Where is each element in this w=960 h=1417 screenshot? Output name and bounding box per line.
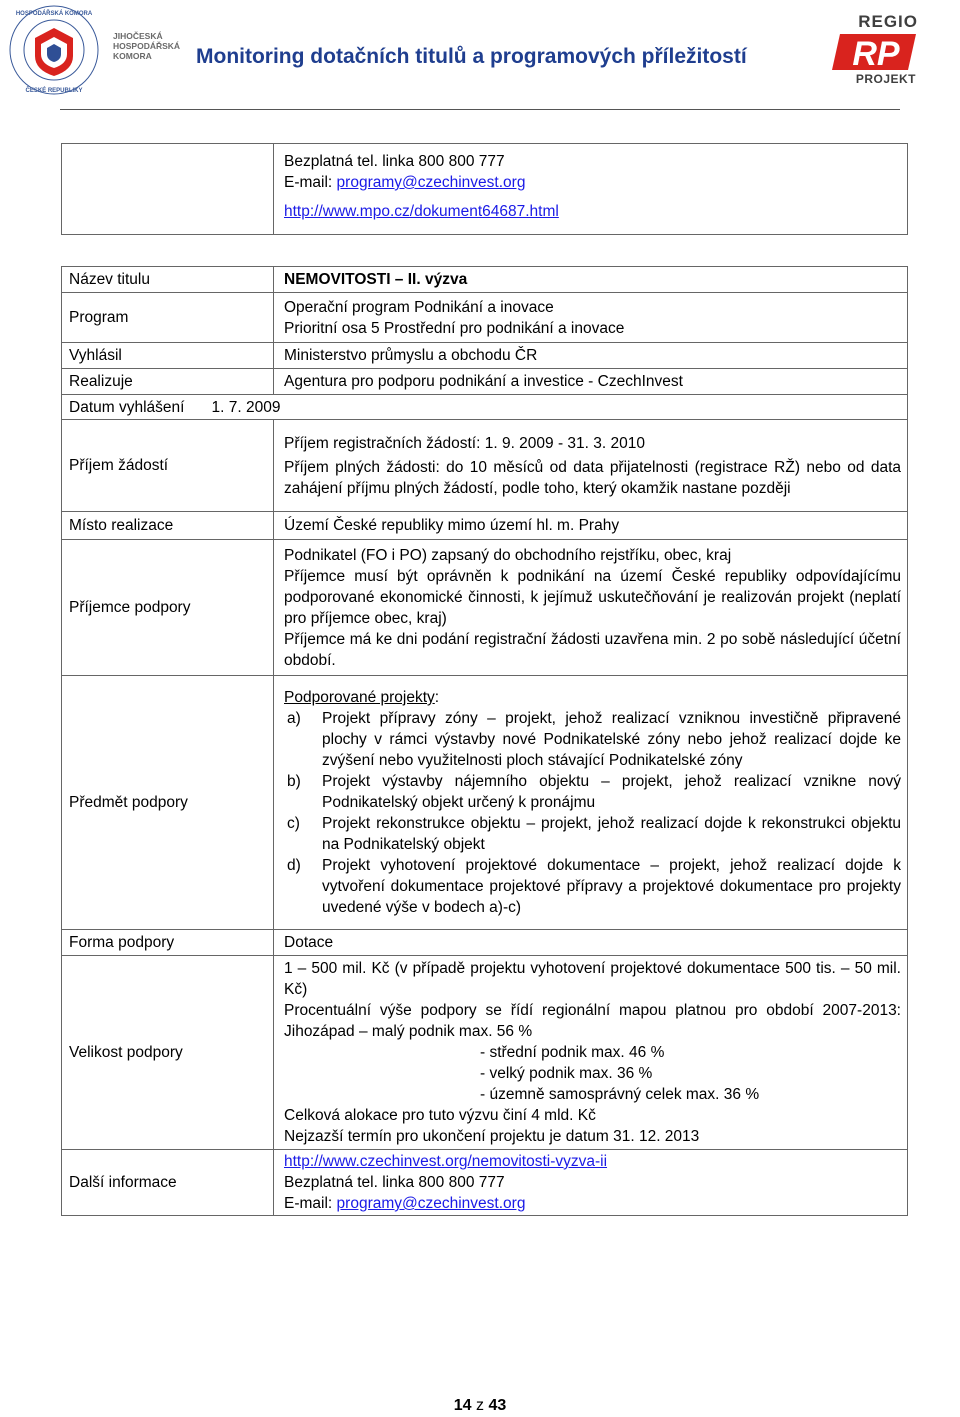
- predmet-list: [284, 708, 901, 918]
- predmet-heading-colon: :: [434, 689, 440, 706]
- prijemce-line-2: Příjemce musí být oprávněn k podnikání na území České republiky odpovídajícímu podporované ekonomické činnosti, k jejímuž uskutečňování je realizován projekt (neplatí pro příjemce obec, kraj): [284, 567, 901, 627]
- velikost-alokace: Celková alokace pro tuto výzvu činí 4 mld. Kč: [284, 1107, 596, 1124]
- page-number: [0, 1397, 960, 1415]
- table-row: [62, 293, 908, 343]
- value-realizuje: Agentura pro podporu podnikání a investice - CzechInvest: [274, 369, 908, 395]
- logo-regio-text: REGIO: [858, 12, 918, 31]
- table-row: [62, 267, 908, 293]
- value-velikost: [274, 956, 908, 1150]
- czechinvest-url-link[interactable]: http://www.czechinvest.org/nemovitosti-vyzva-ii: [284, 1153, 608, 1170]
- value-nazev: [274, 267, 908, 293]
- header-divider: [60, 109, 900, 110]
- table-row: [62, 420, 908, 512]
- prijem-registrace: Příjem registračních žádostí: 1. 9. 2009 - 31. 3. 2010: [284, 434, 646, 452]
- velikost-velky: - velký podnik max. 36 %: [480, 1065, 653, 1082]
- email-label: E-mail:: [284, 174, 337, 191]
- rp-logo-icon: [832, 32, 920, 72]
- page-total: 43: [488, 1397, 507, 1414]
- table-row: [62, 343, 908, 369]
- value-predmet: [274, 676, 908, 930]
- predmet-heading: [284, 687, 901, 708]
- table-row: [62, 369, 908, 395]
- page-current: 14: [453, 1397, 472, 1414]
- value-dalsi: [274, 1150, 908, 1216]
- svg-text:HOSPODÁŘSKÁ KOMORA: HOSPODÁŘSKÁ KOMORA: [15, 11, 93, 17]
- label-datum: Datum vyhlášení: [62, 395, 274, 420]
- regio-rp-projekt-logo: [832, 10, 922, 88]
- velikost-range: 1 – 500 mil. Kč (v případě projektu vyhotovení projektové dokumentace 500 tis. – 50 mil. Kč): [284, 960, 901, 998]
- label-nazev: Název titulu: [62, 267, 274, 293]
- page-sep: z: [471, 1397, 489, 1414]
- label-predmet: Předmět podpory: [62, 676, 274, 930]
- contact-table: [61, 143, 908, 235]
- list-item: [284, 771, 901, 813]
- velikost-map: Procentuální výše podpory se řídí regionální mapou platnou pro období 2007-2013: Jihozápad – malý podnik max. 56 %: [284, 1002, 901, 1040]
- page-header: [0, 0, 960, 110]
- label-prijemce: Příjemce podpory: [62, 540, 274, 676]
- dalsi-phone: Bezplatná tel. linka 800 800 777: [284, 1174, 505, 1191]
- prijem-plne: Příjem plných žádosti: do 10 měsíců od data přijatelnosti (registrace RŽ) nebo od data zahájení příjmu plných žádostí, podle toho, který okamžik nastane později: [284, 458, 901, 497]
- table-row: [62, 395, 908, 420]
- label-forma: Forma podpory: [62, 930, 274, 956]
- label-dalsi: Další informace: [62, 1150, 274, 1216]
- contact-cell: [274, 144, 908, 235]
- page-title: Monitoring dotačních titulů a programových příležitostí: [196, 45, 747, 68]
- value-prijemce: [274, 540, 908, 676]
- list-item-marker: c): [287, 815, 300, 832]
- value-prijem: [274, 420, 908, 512]
- velikost-stredni: - střední podnik max. 46 %: [480, 1044, 665, 1061]
- email-line: [284, 172, 907, 193]
- list-item-marker: a): [287, 710, 301, 727]
- chamber-line-3: KOMORA: [113, 51, 152, 61]
- chamber-name: [113, 31, 180, 61]
- velikost-uzemni: - územně samosprávný celek max. 36 %: [480, 1086, 760, 1103]
- dalsi-email-line: [284, 1193, 901, 1214]
- logo-rp-text: RP: [852, 35, 900, 72]
- dalsi-url-line: [284, 1151, 901, 1172]
- logo-projekt-text: PROJEKT: [855, 72, 916, 86]
- list-item-marker: d): [287, 857, 301, 874]
- label-misto: Místo realizace: [62, 512, 274, 540]
- table-row: [62, 144, 908, 235]
- list-item-text: Projekt přípravy zóny – projekt, jehož realizací vzniknou investičně připravené plochy v rámci výstavby nové Podnikatelské zóny nebo jehož realizací dojde ke zvýšení nebo využitelnosti ploch stávající Podnikatelské zóny: [322, 710, 901, 769]
- url-line: [284, 201, 907, 222]
- table-row: [62, 956, 908, 1150]
- list-item: [284, 813, 901, 855]
- email-link[interactable]: programy@czechinvest.org: [336, 174, 526, 191]
- table-row: [62, 930, 908, 956]
- prijemce-line-1: Podnikatel (FO i PO) zapsaný do obchodního rejstříku, obec, kraj: [284, 546, 732, 564]
- chamber-line-2: HOSPODÁŘSKÁ: [113, 41, 181, 51]
- label-prijem: Příjem žádostí: [62, 420, 274, 512]
- value-program: [274, 293, 908, 343]
- label-vyhlasil: Vyhlásil: [62, 343, 274, 369]
- title-value: NEMOVITOSTI – II. výzva: [284, 271, 468, 288]
- value-misto: Území České republiky mimo území hl. m. Prahy: [274, 512, 908, 540]
- chamber-line-1: JIHOČESKÁ: [113, 31, 163, 41]
- program-line-1: Operační program Podnikání a inovace: [284, 298, 554, 316]
- table-row: [62, 1150, 908, 1216]
- predmet-heading-text: Podporované projekty: [284, 689, 435, 706]
- program-line-2: Prioritní osa 5 Prostřední pro podnikání a inovace: [284, 319, 625, 337]
- label-realizuje: Realizuje: [62, 369, 274, 395]
- table-row: [62, 676, 908, 930]
- table-row: [62, 512, 908, 540]
- list-item-text: Projekt rekonstrukce objektu – projekt, jehož realizací dojde k rekonstrukci objektu na Podnikatelský objekt: [322, 815, 901, 853]
- list-item-marker: b): [287, 773, 301, 790]
- list-item: [284, 855, 901, 918]
- list-item-text: Projekt vyhotovení projektové dokumentace – projekt, jehož realizací dojde k vytvoření dokumentace projektové přípravy a projektové dokumentace pro projekty uvedené výše v bodech a)-c): [322, 857, 901, 916]
- chamber-seal-logo: [8, 4, 100, 96]
- label-velikost: Velikost podpory: [62, 956, 274, 1150]
- velikost-termin: Nejzazší termín pro ukončení projektu je datum 31. 12. 2013: [284, 1128, 700, 1145]
- table-row: [62, 540, 908, 676]
- empty-label-cell: [62, 144, 274, 235]
- prijemce-line-3: Příjemce má ke dni podání registrační žádosti uzavřena min. 2 po sobě následující účetní období.: [284, 630, 901, 669]
- value-vyhlasil: Ministerstvo průmyslu a obchodu ČR: [274, 343, 908, 369]
- mpo-url-link[interactable]: http://www.mpo.cz/dokument64687.html: [284, 203, 559, 220]
- list-item-text: Projekt výstavby nájemního objektu – projekt, jehož realizací vznikne nový Podnikatelský objekt určený k pronájmu: [322, 773, 901, 811]
- label-program: Program: [62, 293, 274, 343]
- datum-value: 1. 7. 2009: [211, 399, 281, 416]
- list-item: [284, 708, 901, 771]
- value-forma: Dotace: [274, 930, 908, 956]
- svg-text:ČESKÉ REPUBLIKY: ČESKÉ REPUBLIKY: [25, 88, 83, 94]
- grant-details-table: [61, 266, 908, 1216]
- value-datum: [211, 395, 908, 420]
- dalsi-email-label: E-mail:: [284, 1195, 337, 1212]
- dalsi-email-link[interactable]: programy@czechinvest.org: [336, 1195, 526, 1212]
- phone-line: Bezplatná tel. linka 800 800 777: [284, 153, 505, 170]
